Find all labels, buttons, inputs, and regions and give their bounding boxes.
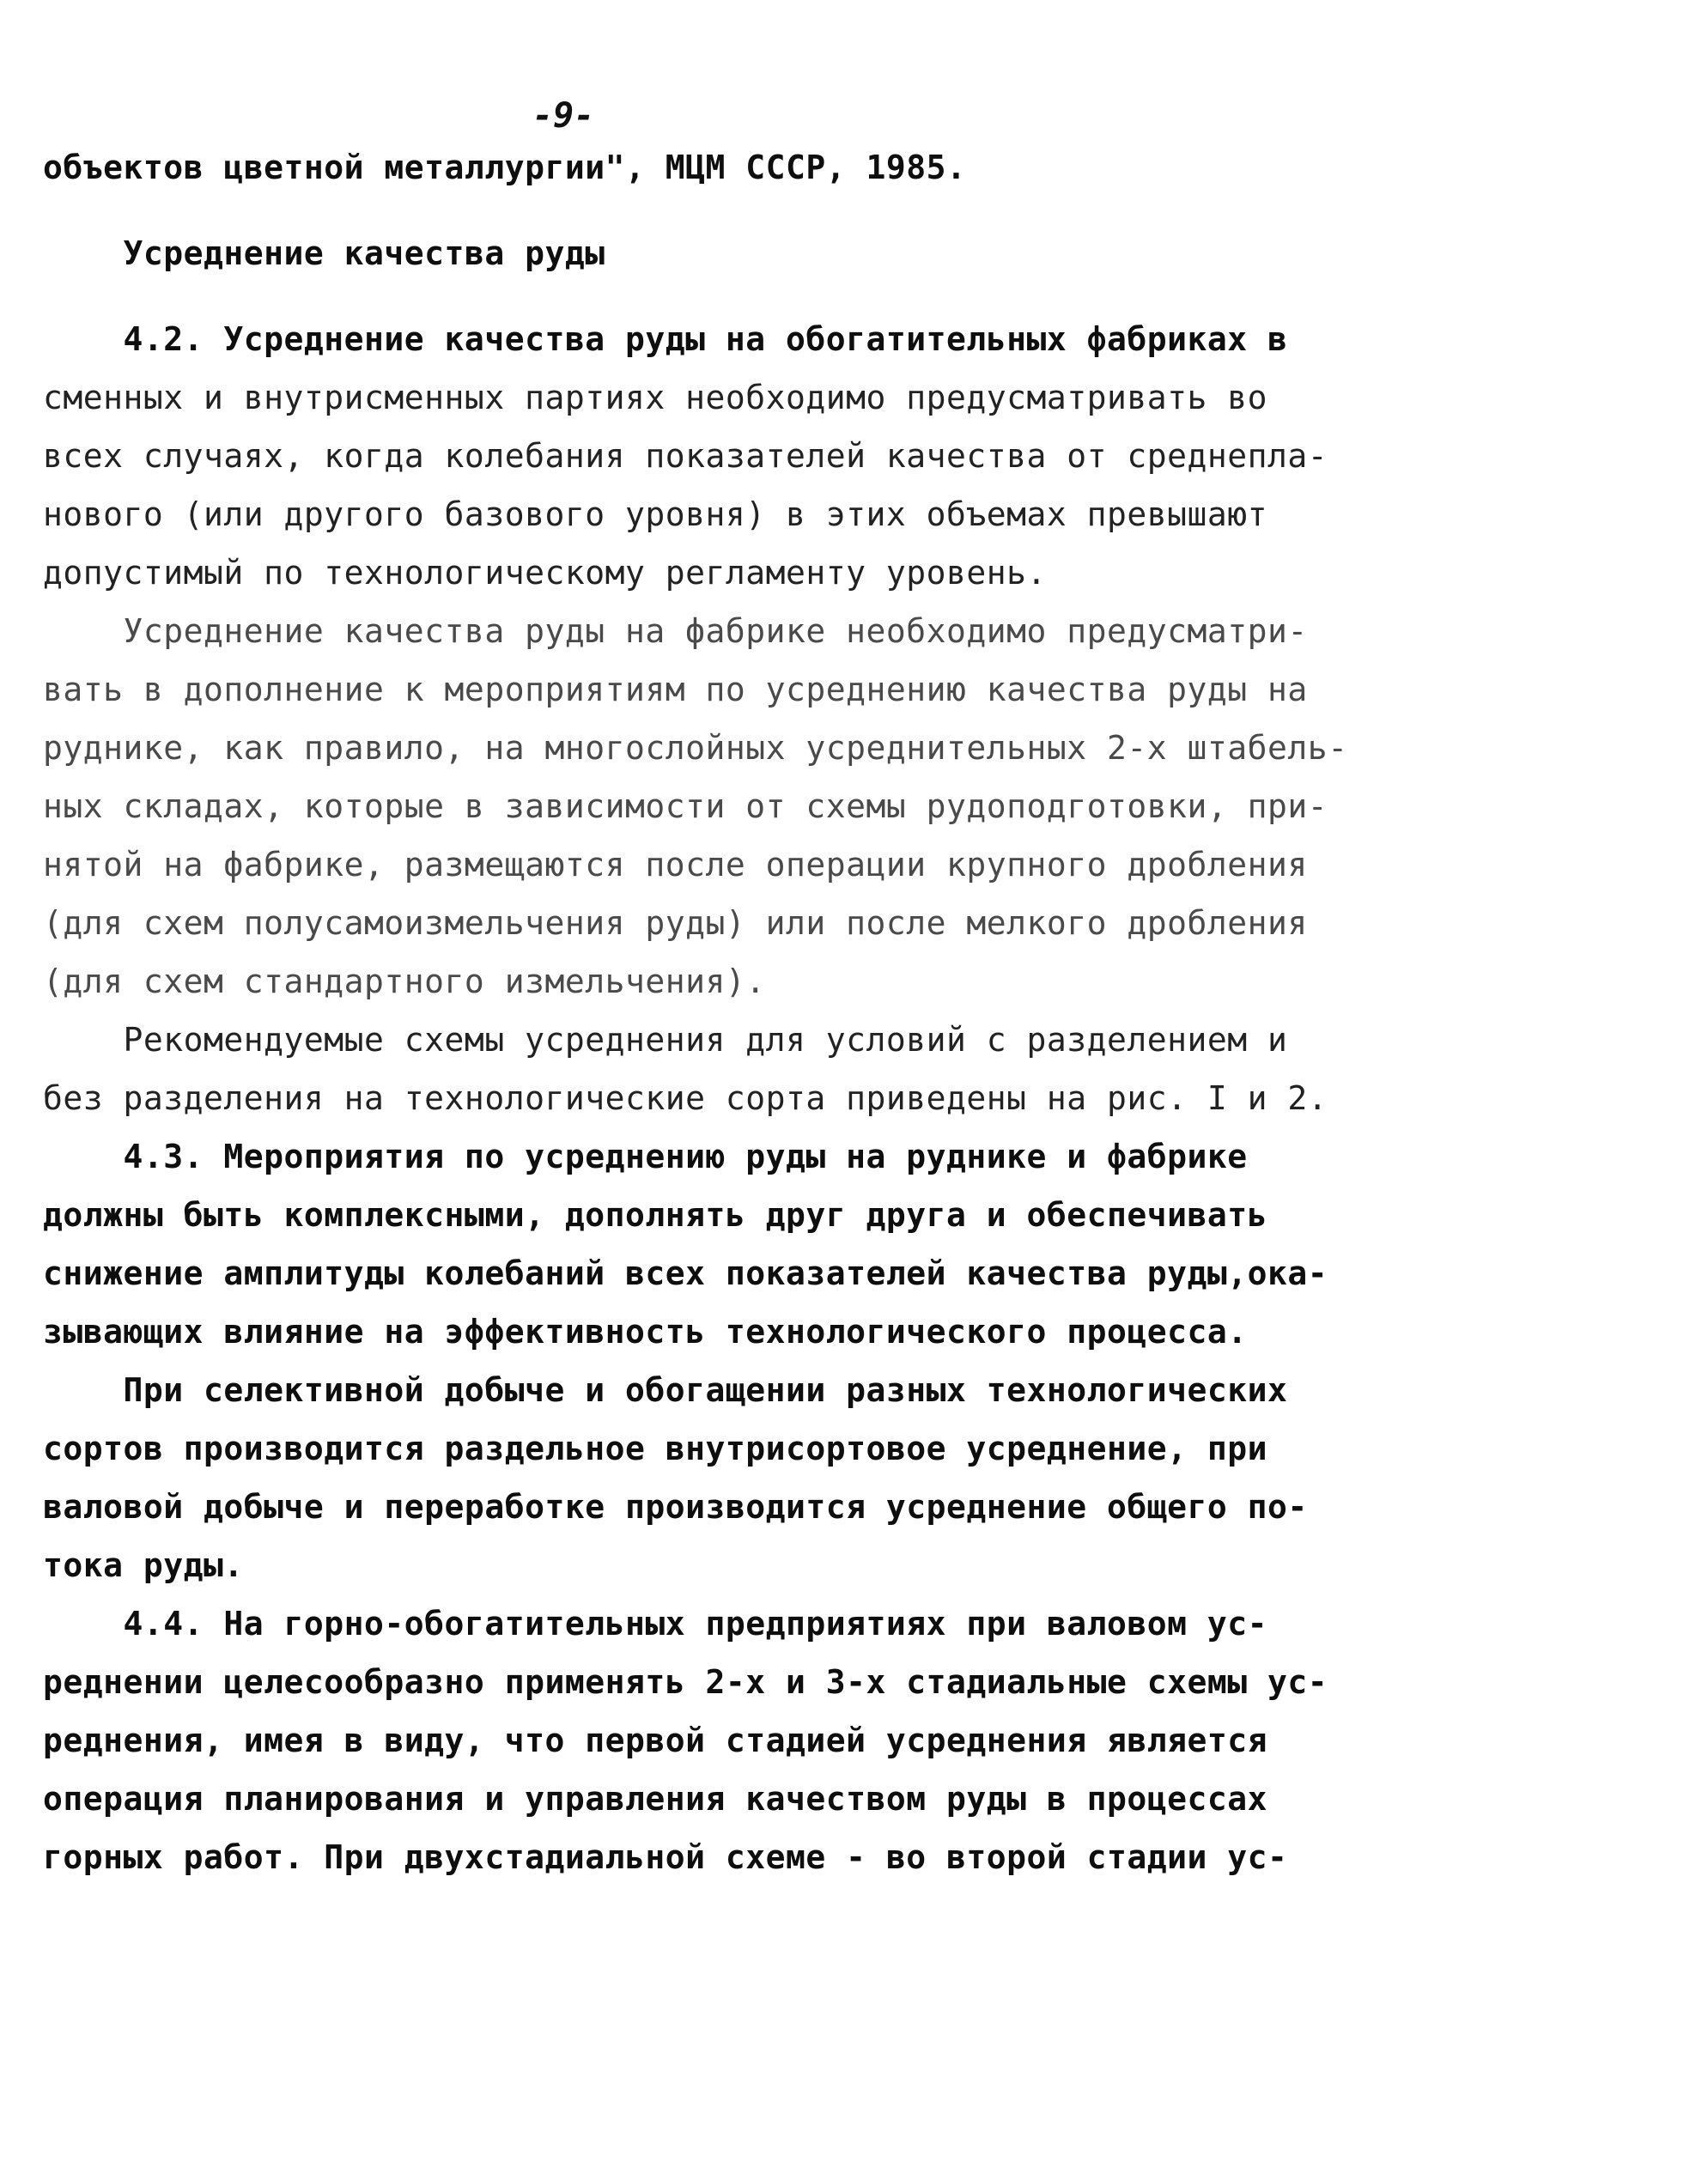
text-line: Усреднение качества руды на фабрике необходимо предусматри- bbox=[43, 612, 1308, 650]
text-line: 4.2. Усреднение качества руды на обогатительных фабриках в bbox=[43, 320, 1288, 358]
text-line: операция планирования и управления качеством руды в процессах bbox=[43, 1780, 1268, 1818]
text-line: зывающих влияние на эффективность технологического процесса. bbox=[43, 1313, 1248, 1351]
text-line: (для схем полусамоизмельчения руды) или после мелкого дробления bbox=[43, 904, 1308, 942]
text-line: без разделения на технологические сорта приведены на рис. I и 2. bbox=[43, 1079, 1328, 1117]
text-line: вать в дополнение к мероприятиям по усреднению качества руды на bbox=[43, 671, 1308, 708]
text-line: всех случаях, когда колебания показателей качества от среднепла- bbox=[43, 437, 1328, 475]
text-line: руднике, как правило, на многослойных усреднительных 2-х штабель- bbox=[43, 729, 1348, 767]
text-line: допустимый по технологическому регламенту уровень. bbox=[43, 554, 1047, 592]
text-line: (для схем стандартного измельчения). bbox=[43, 963, 766, 1000]
text-line: валовой добыче и переработке производится усреднение общего по- bbox=[43, 1488, 1308, 1526]
page-number: -9- bbox=[532, 96, 595, 136]
text-line: снижение амплитуды колебаний всех показателей качества руды,ока- bbox=[43, 1254, 1328, 1292]
text-line: При селективной добыче и обогащении разных технологических bbox=[43, 1371, 1288, 1409]
text-line: объектов цветной металлургии", МЦМ СССР, 1985. bbox=[43, 149, 967, 186]
text-line: Рекомендуемые схемы усреднения для условий с разделением и bbox=[43, 1021, 1288, 1059]
text-line: тока руды. bbox=[43, 1546, 244, 1584]
text-line: нового (или другого базового уровня) в этих объемах превышают bbox=[43, 495, 1268, 533]
text-line: 4.4. На горно-обогатительных предприятиях при валовом ус- bbox=[43, 1605, 1268, 1643]
text-line: должны быть комплексными, дополнять друг друга и обеспечивать bbox=[43, 1196, 1268, 1234]
text-line: ных складах, которые в зависимости от схемы рудоподготовки, при- bbox=[43, 787, 1328, 825]
section-heading: Усреднение качества руды bbox=[43, 234, 605, 272]
text-line: сортов производится раздельное внутрисортовое усреднение, при bbox=[43, 1430, 1268, 1467]
text-line: сменных и внутрисменных партиях необходимо предусматривать во bbox=[43, 379, 1268, 416]
text-line: реднения, имея в виду, что первой стадией усреднения является bbox=[43, 1722, 1268, 1759]
text-line: горных работ. При двухстадиальной схеме - во второй стадии ус- bbox=[43, 1838, 1288, 1876]
text-line: нятой на фабрике, размещаются после операции крупного дробления bbox=[43, 846, 1308, 884]
text-line: реднении целесообразно применять 2-х и 3-х стадиальные схемы ус- bbox=[43, 1663, 1328, 1701]
text-line: 4.3. Мероприятия по усреднению руды на руднике и фабрике bbox=[43, 1138, 1248, 1175]
